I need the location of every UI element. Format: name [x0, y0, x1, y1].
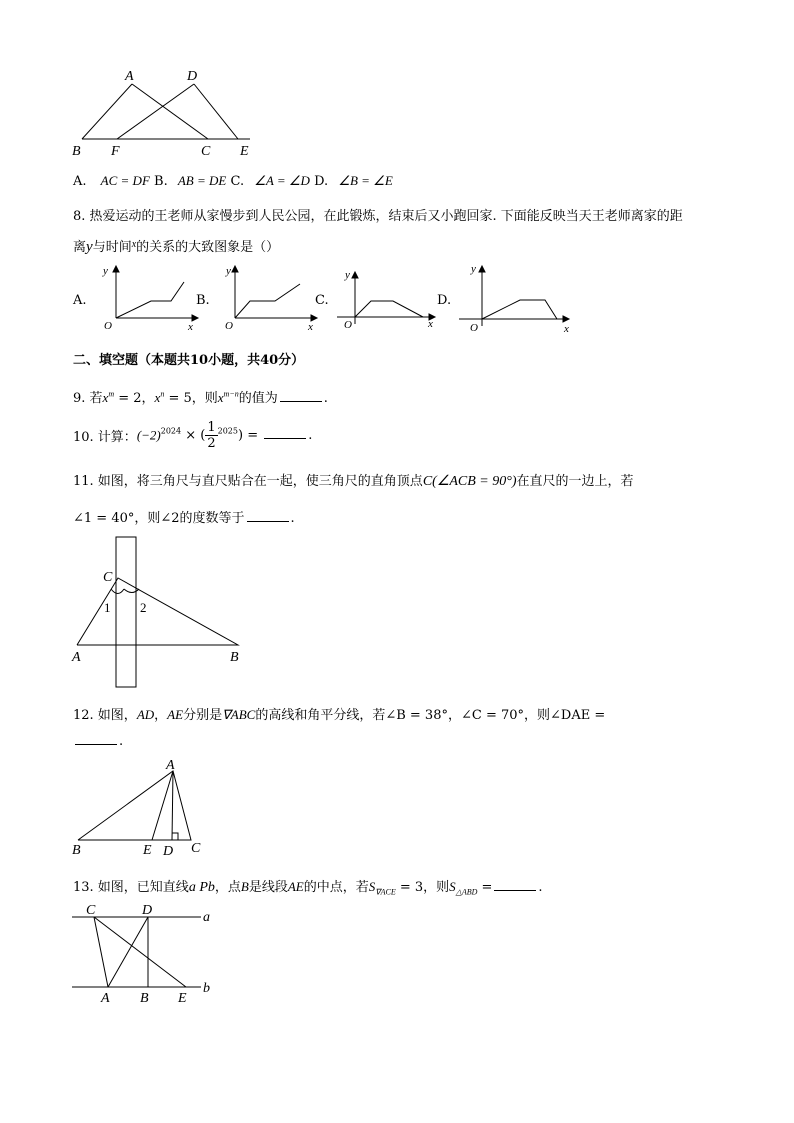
graph-a-origin: O: [104, 320, 112, 332]
fig12-label-A: A: [166, 758, 175, 773]
q10-base: (−2): [136, 427, 161, 443]
q13-mid3: 的中点，若: [303, 880, 369, 895]
fig13-label-E: E: [178, 991, 187, 1006]
q9-eq1: = 2，: [114, 391, 155, 406]
q12-line1: [73, 704, 605, 723]
q11-figure: [66, 532, 266, 692]
q12-tri: ∇ABC: [222, 707, 256, 722]
graph-b-origin: O: [225, 320, 233, 332]
q13-s1-sub: ∇ACE: [375, 887, 396, 897]
q9-x1: x: [102, 390, 109, 405]
q13-line: [73, 876, 543, 897]
label-E: E: [240, 144, 249, 159]
q11-line2-pre: ∠1 = 40°，则∠2的度数等于: [73, 511, 245, 526]
q12-answer-blank: [75, 734, 117, 745]
q12-sep: ，: [154, 708, 168, 723]
fig11-label-B: B: [230, 650, 239, 665]
graph-a-y-label: y: [103, 265, 108, 277]
q9-text1: 9. 若: [73, 391, 103, 406]
q8-mid: 与时间: [92, 240, 132, 255]
q7-figure: [60, 60, 280, 160]
q11-end: .: [290, 511, 295, 526]
q13-s2-val: =: [477, 880, 493, 895]
q10-text: 10. 计算：: [73, 430, 137, 445]
q13-ae: AE: [287, 879, 304, 894]
q8-graph-c: [333, 264, 443, 332]
fig12-label-E: E: [143, 843, 152, 858]
q13-s1: S: [368, 879, 376, 894]
q10-answer-blank: [264, 428, 306, 439]
q11-post: 在直尺的一边上，若: [516, 474, 634, 489]
q8-option-b: B.: [196, 293, 210, 308]
label-D: D: [187, 69, 198, 84]
q13-answer-blank: [494, 880, 536, 891]
q8-pre: 离: [73, 240, 87, 255]
label-B: B: [72, 144, 81, 159]
q10-exp1: 2024: [160, 426, 182, 436]
graph-d-origin: O: [470, 322, 478, 334]
label-A: A: [125, 69, 134, 84]
fig13-line-a: a: [203, 910, 210, 925]
fig13-label-A: A: [101, 991, 110, 1006]
option-a-label: A.: [73, 174, 87, 189]
q12-mid2: 的高线和角平分线，若∠B = 38°，∠C = 70°，则∠DAE =: [255, 708, 606, 723]
option-a-text: AC = DF: [100, 173, 150, 188]
fig12-label-D: D: [163, 844, 174, 859]
q11-answer-blank: [247, 511, 289, 522]
q10-denominator: 2: [207, 436, 216, 451]
q9: [73, 387, 328, 406]
q13-s2-sub: △ABD: [455, 887, 478, 897]
q9-exp1: m: [108, 389, 115, 399]
q12-figure: [66, 758, 226, 858]
q12-ae: AE: [167, 707, 184, 722]
fig13-label-B: B: [140, 991, 149, 1006]
fig13-label-C: C: [86, 903, 96, 918]
graph-b-y-label: y: [226, 265, 231, 277]
q9-x3: x: [217, 390, 224, 405]
q8-option-c: C.: [315, 293, 329, 308]
var-y: y: [86, 239, 93, 255]
q13-end: .: [538, 880, 543, 895]
q10-eq: ) =: [237, 428, 263, 443]
fig13-label-D: D: [142, 903, 153, 918]
q13-figure: [66, 898, 226, 1008]
fig13-line-b: b: [203, 981, 210, 996]
q12-end: .: [119, 734, 124, 749]
fig11-angle-1: 1: [104, 600, 111, 615]
q13-mid: ，点: [214, 880, 241, 895]
q8-post: 的关系的大致图象是（）: [136, 240, 280, 255]
q10-times: × (: [181, 428, 206, 443]
q8-graph-b: [215, 264, 325, 332]
q10-fraction: [205, 420, 217, 451]
q12-mid: 分别是: [183, 708, 223, 723]
q11-line2: [73, 507, 295, 526]
option-b-label: B.: [154, 174, 168, 189]
q10-end: .: [308, 428, 313, 443]
option-c-text: ∠A = ∠D: [254, 173, 310, 188]
q9-x2: x: [154, 390, 161, 405]
q10-numerator: 1: [207, 420, 216, 435]
option-c-label: C.: [230, 174, 245, 189]
q13-s1-val: = 3，则: [395, 880, 450, 895]
q8-line1: 8. 热爱运动的王老师从家慢步到人民公园，在此锻炼，结束后又小跑回家. 下面能反映当天王老师离家的距: [73, 209, 683, 224]
q8-graph-a: [96, 264, 201, 332]
label-C: C: [201, 144, 211, 159]
section-2-title: 二、填空题（本题共10小题，共40分）: [73, 353, 305, 368]
fig11-label-C: C: [103, 570, 113, 585]
q10-exp2: 2025: [217, 426, 238, 436]
q11-pre: 11. 如图，将三角尺与直尺贴合在一起，使三角尺的直角顶点: [73, 474, 423, 489]
q9-end: .: [323, 391, 328, 406]
option-b-text: AB = DE: [177, 173, 227, 188]
q8-option-a: A.: [73, 293, 87, 308]
q13-b: B: [240, 879, 249, 894]
graph-c-origin: O: [344, 319, 352, 331]
q13-s2: S: [449, 879, 456, 894]
q9-exp3: m−n: [223, 389, 239, 399]
fig12-label-C: C: [191, 841, 201, 856]
q9-text2: 的值为: [238, 391, 278, 406]
graph-b-x-label: x: [308, 321, 313, 333]
q8-graph-d: [455, 262, 580, 334]
q12-ad: AD: [136, 707, 155, 722]
option-d-label: D.: [314, 174, 329, 189]
q8-option-d: D.: [437, 293, 452, 308]
q13-parallel: a Pb: [188, 880, 215, 895]
label-F: F: [111, 144, 120, 159]
q7-options: [73, 173, 393, 189]
q11-math: C(∠ACB = 90°): [422, 474, 517, 489]
graph-c-x-label: x: [428, 318, 433, 330]
fig11-label-A: A: [72, 650, 81, 665]
q13-pre: 13. 如图，已知直线: [73, 880, 189, 895]
q13-mid2: 是线段: [248, 880, 288, 895]
option-d-text: ∠B = ∠E: [338, 173, 393, 188]
q11-line1: [73, 470, 634, 490]
fig11-angle-2: 2: [140, 600, 147, 615]
var-x: x: [131, 239, 137, 250]
q9-exp2: n: [160, 389, 165, 399]
graph-d-x-label: x: [564, 323, 569, 335]
fig12-label-B: B: [72, 843, 81, 858]
q8-line2: [73, 236, 279, 256]
q12-line2: [73, 734, 123, 749]
q9-eq2: = 5，则: [164, 391, 218, 406]
graph-c-y-label: y: [345, 269, 350, 281]
q12-pre: 12. 如图，: [73, 708, 137, 723]
q10: [73, 420, 312, 456]
graph-a-x-label: x: [188, 321, 193, 333]
graph-d-y-label: y: [471, 263, 476, 275]
q9-answer-blank: [280, 391, 322, 402]
